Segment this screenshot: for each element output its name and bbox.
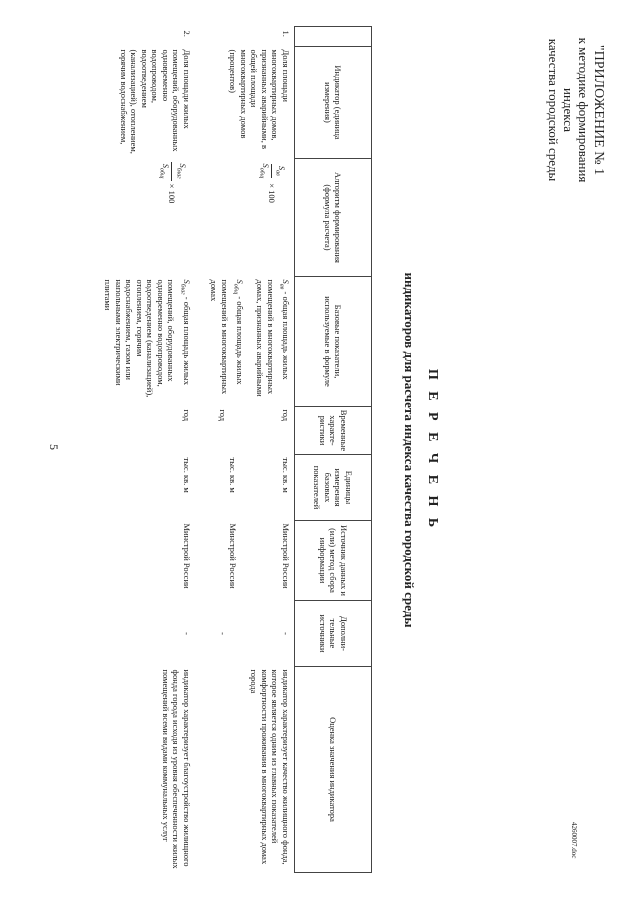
- appendix-heading: [546, 20, 606, 200]
- header-time: Временные характе-ристики: [295, 407, 372, 455]
- row-indicator: Доля площади жилых помещений, оборудованных одновременно водопроводом, водоотведением (канализацией), отоплением, горячим водоснабжением,: [118, 49, 192, 154]
- title-perechen: П Е Р Е Ч Е Н Ь: [425, 368, 440, 532]
- row-time: год: [181, 409, 192, 422]
- formula: [156, 162, 187, 204]
- row-number: 1.: [281, 30, 291, 37]
- row-unit: тыс. кв. м: [181, 457, 192, 493]
- indicators-table: [100, 26, 372, 873]
- header-base-indicators: Базовые показатели, используемые в формуле: [295, 277, 372, 407]
- page-number: 5: [47, 444, 61, 450]
- row-indicator: Доля площади многоквартирных домов, признанных аварийными, в общей площади многоквартирных домов (процентов): [228, 49, 291, 149]
- row-source: Минстрой России Минстрой России: [228, 523, 291, 589]
- row-extra-source: - -: [218, 632, 291, 635]
- formula-fraction: [256, 162, 287, 181]
- title-subtitle: индикаторов для расчета индекса качества городской среды: [402, 272, 417, 628]
- formula-numerator: $S_{благ}$: [171, 162, 187, 181]
- row-unit: тыс. кв. м тыс. кв. м: [228, 457, 291, 493]
- formula-denominator: $S_{общ}$: [158, 163, 172, 179]
- appendix-subtitle-line1: к методике формирования индекса: [561, 37, 591, 183]
- row-time: год год: [218, 409, 291, 422]
- formula-multiplier: × 100: [167, 183, 178, 204]
- row-base-indicators: [100, 277, 206, 407]
- row-formula-cell: [206, 159, 295, 277]
- header-source: Источник данных и (или) метод сбора информации: [295, 521, 372, 601]
- appendix-subtitle-line2: качества городской среды: [546, 38, 561, 182]
- document-title: [400, 20, 442, 880]
- row-assessment: индикатор характеризует качество жилищного фонда, которое является одним из главных показателей комфортности проживания в многоквартирных домах города: [249, 669, 291, 865]
- formula-multiplier: × 100: [266, 183, 277, 203]
- rotated-page-content: [30, 20, 620, 880]
- row-extra-source: -: [181, 632, 192, 635]
- row-formula-cell: [100, 159, 206, 277]
- appendix-title: "ПРИЛОЖЕНИЕ № 1: [591, 44, 606, 176]
- row-source: Минстрой России: [181, 523, 192, 589]
- formula-denominator: $S_{общ}$: [258, 163, 271, 179]
- formula-numerator: $S_{ав}$: [271, 164, 287, 178]
- table-row: [206, 27, 295, 873]
- header-number: [295, 27, 372, 47]
- header-indicator: Индикатор (единица измерения): [295, 47, 372, 159]
- formula: [256, 162, 287, 203]
- row-number: 2.: [181, 30, 192, 37]
- header-assessment: Оценка значения индикатора: [295, 667, 372, 873]
- header-algorithm: Алгоритм формирования (формула расчета): [295, 159, 372, 277]
- base-indicator: $S_{благ}$ - общая площадь жилых помещений, оборудованных одновременно водопроводом, водоотведением (канализацией), отоплением, горячим водоснабжением, газом или напольными электрическими плитами: [103, 279, 192, 398]
- base-indicator: $S_{ав}$ - общая площадь жилых помещений в многоквартирных домах, признанных аварийными: [255, 279, 291, 397]
- header-extra-sources: Дополни-тельные источники: [295, 601, 372, 667]
- table-row: [100, 27, 206, 873]
- row-assessment: индикатор характеризует благоустройство жилищного фонда города исходя из уровня обеспеченности жилых помещений всеми видами коммунальных услуг: [160, 669, 192, 869]
- formula-fraction: [156, 162, 187, 181]
- header-units: Единицы измерения базовых показателей: [295, 455, 372, 521]
- base-indicator: $S_{общ}$ - общая площадь жилых помещений в многоквартирных домах: [209, 279, 245, 395]
- row-base-indicators: [206, 277, 295, 407]
- file-reference: 4260007.doc: [570, 822, 578, 859]
- table-header-row: [295, 27, 372, 873]
